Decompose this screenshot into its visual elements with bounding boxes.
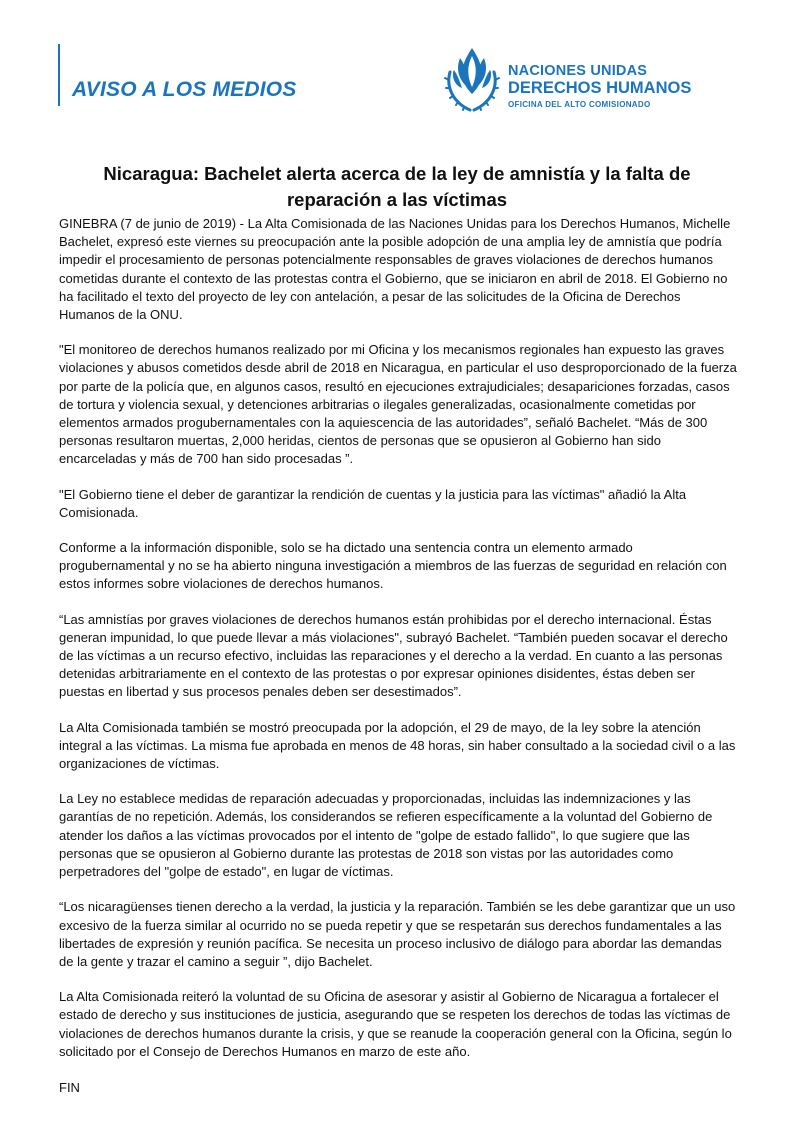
paragraph-3: "El Gobierno tiene el deber de garantizar la rendición de cuentas y la justicia para las víctimas" añadió la Alta Comisionada. [59,486,687,520]
press-release-title: Nicaragua: Bachelet alerta acerca de la ley de amnistía y la falta de reparación a las víctimas [103,163,691,211]
page-header [0,0,794,130]
media-advisory-label: AVISO A LOS MEDIOS [72,78,297,101]
header-divider [58,44,60,106]
press-release-body [59,215,737,1097]
paragraph-2: "El monitoreo de derechos humanos realizado por mi Oficina y los mecanismos regionales han expuesto las graves violaciones y abusos cometidos desde abril de 2018 en Nicaragua, en particular el uso desproporcionado de la fuerza por parte de la policía que, en algunos casos, resultó en ejecuciones extrajudiciales; desapariciones forzadas, casos de tortura y violencia sexual, y detenciones arbitrarias o ilegales generalizadas, ocasionalmente cometidas por elementos armados progubernamentales con la aquiescencia de las autoridades”, señaló Bachelet. “Más de 300 personas resultaron muertas, 2,000 heridas, cientos de personas que se opusieron al Gobierno han sido encarceladas y más de 700 han sido procesadas ”. [59,342,737,467]
un-flame-emblem-icon [440,42,504,114]
un-human-rights-logo [440,42,700,122]
paragraph-9: La Alta Comisionada reiteró la voluntad de su Oficina de asesorar y asistir al Gobierno de Nicaragua a fortalecer el estado de derecho y sus instituciones de justicia, asegurando que se respeten los derechos de todas las víctimas de violaciones de derechos humanos durante la crisis, y que se reanude la cooperación general con la Oficina, según lo solicitado por el Consejo de Derechos Humanos en marzo de este año. [59,989,732,1059]
paragraph-1: GINEBRA (7 de junio de 2019) - La Alta Comisionada de las Naciones Unidas para los Derechos Humanos, Michelle Bachelet, expresó este viernes su preocupación ante la posible adopción de una amplia ley de amnistía que podría impedir el procesamiento de personas potencialmente responsables de graves violaciones de derechos humanos cometidas durante el contexto de las protestas contra el Gobierno, que se iniciaron en abril de 2018. El Gobierno no ha facilitado el texto del proyecto de ley con antelación, a pesar de las solicitudes de la Oficina de Derechos Humanos de la ONU. [59,216,731,323]
end-marker: FIN [59,1079,80,1095]
logo-line-oficina: OFICINA DEL ALTO COMISIONADO [508,100,651,109]
logo-line-derechos-humanos: DERECHOS HUMANOS [508,79,692,97]
paragraph-7: La Ley no establece medidas de reparación adecuadas y proporcionadas, incluidas las indemnizaciones y las garantías de no repetición. Además, los considerandos se refieren específicamente a la voluntad del Gobierno de atender los daños a las víctimas provocados por el intento de "golpe de estado fallido", lo que sugiere que las personas que se opusieron al Gobierno durante las protestas de 2018 son vistas por las autoridades como perpetradores del "golpe de estado", en lugar de víctimas. [59,791,713,880]
paragraph-4: Conforme a la información disponible, solo se ha dictado una sentencia contra un elemento armado progubernamental y no se ha abierto ninguna investigación a miembros de las fuerzas de seguridad en relación con estos informes sobre violaciones de derechos humanos. [59,540,727,592]
paragraph-5: “Las amnistías por graves violaciones de derechos humanos están prohibidas por el derecho internacional. Éstas generan impunidad, lo que puede llevar a más violaciones", subrayó Bachelet. “También pueden socavar el derecho de las víctimas a un recurso efectivo, incluidas las reparaciones y el derecho a la verdad. En cuanto a las personas detenidas arbitrariamente en el contexto de las protestas o por expresar opiniones disidentes, éstas deben ser puestas en libertad y sus procesos penales deben ser desestimados”. [59,611,728,700]
logo-line-naciones-unidas: NACIONES UNIDAS [508,63,648,79]
paragraph-8: “Los nicaragüenses tienen derecho a la verdad, la justicia y la reparación. También se les debe garantizar que un uso excesivo de la fuerza similar al ocurrido no se pueda repetir y que se respetarán sus derechos fundamentales a las libertades de expresión y reunión pacífica. Se necesita un proceso inclusivo de diálogo para abordar las demandas de la gente y trazar el camino a seguir ”, dijo Bachelet. [59,899,736,969]
paragraph-6: La Alta Comisionada también se mostró preocupada por la adopción, el 29 de mayo, de la ley sobre la atención integral a las víctimas. La misma fue aprobada en menos de 48 horas, sin haber consultado a la sociedad civil o a las organizaciones de víctimas. [59,719,736,772]
